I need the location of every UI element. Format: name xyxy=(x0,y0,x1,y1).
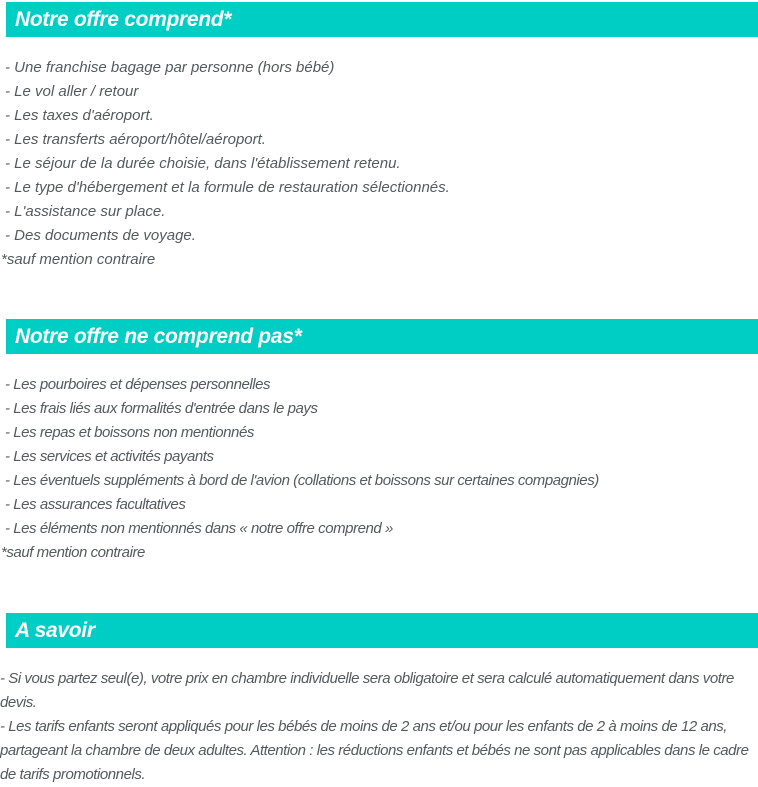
section-header-offer-includes: Notre offre comprend* xyxy=(6,2,758,37)
info-paragraph: - Les tarifs enfants seront appliqués pour les bébés de moins de 2 ans et/ou pour les enfants de 2 à moins de 12 ans, partageant la chambre de deux adultes. Attention : les réductions enfants et bébés ne sont pas applicables dans le cadre de tarifs promotionnels. xyxy=(0,718,749,783)
list-item: - Les pourboires et dépenses personnelles xyxy=(5,376,271,393)
list-item: - Les services et activités payants xyxy=(5,448,214,465)
section-good-to-know xyxy=(0,613,758,787)
list-item: - Les repas et boissons non mentionnés xyxy=(5,424,254,441)
info-paragraph: - Si vous partez seul(e), votre prix en chambre individuelle sera obligatoire et sera calculé automatiquement dans votre devis. xyxy=(0,670,734,711)
list-item: - Des documents de voyage. xyxy=(5,227,196,244)
offer-includes-list xyxy=(0,37,758,272)
list-item: - Les assurances facultatives xyxy=(5,496,186,513)
list-item: - Le séjour de la durée choisie, dans l'établissement retenu. xyxy=(5,155,401,172)
list-item: - Les éléments non mentionnés dans « notre offre comprend » xyxy=(5,520,393,537)
offer-excludes-list xyxy=(0,354,758,565)
list-item: - Les transferts aéroport/hôtel/aéroport. xyxy=(5,131,266,148)
list-item: - Les frais liés aux formalités d'entrée dans le pays xyxy=(5,400,318,417)
footnote: *sauf mention contraire xyxy=(1,251,156,268)
list-item: - Les éventuels suppléments à bord de l'avion (collations et boissons sur certaines compagnies) xyxy=(5,472,599,489)
section-header-good-to-know: A savoir xyxy=(6,613,758,648)
list-item: - Une franchise bagage par personne (hors bébé) xyxy=(5,59,335,76)
section-offer-includes xyxy=(0,2,758,272)
list-item: - L'assistance sur place. xyxy=(5,203,166,220)
list-item: - Les taxes d'aéroport. xyxy=(5,107,154,124)
good-to-know-text xyxy=(0,648,758,787)
section-header-offer-excludes: Notre offre ne comprend pas* xyxy=(6,319,758,354)
section-offer-excludes xyxy=(0,319,758,565)
list-item: - Le vol aller / retour xyxy=(5,83,139,100)
list-item: - Le type d'hébergement et la formule de restauration sélectionnés. xyxy=(5,179,450,196)
footnote: *sauf mention contraire xyxy=(1,544,145,561)
